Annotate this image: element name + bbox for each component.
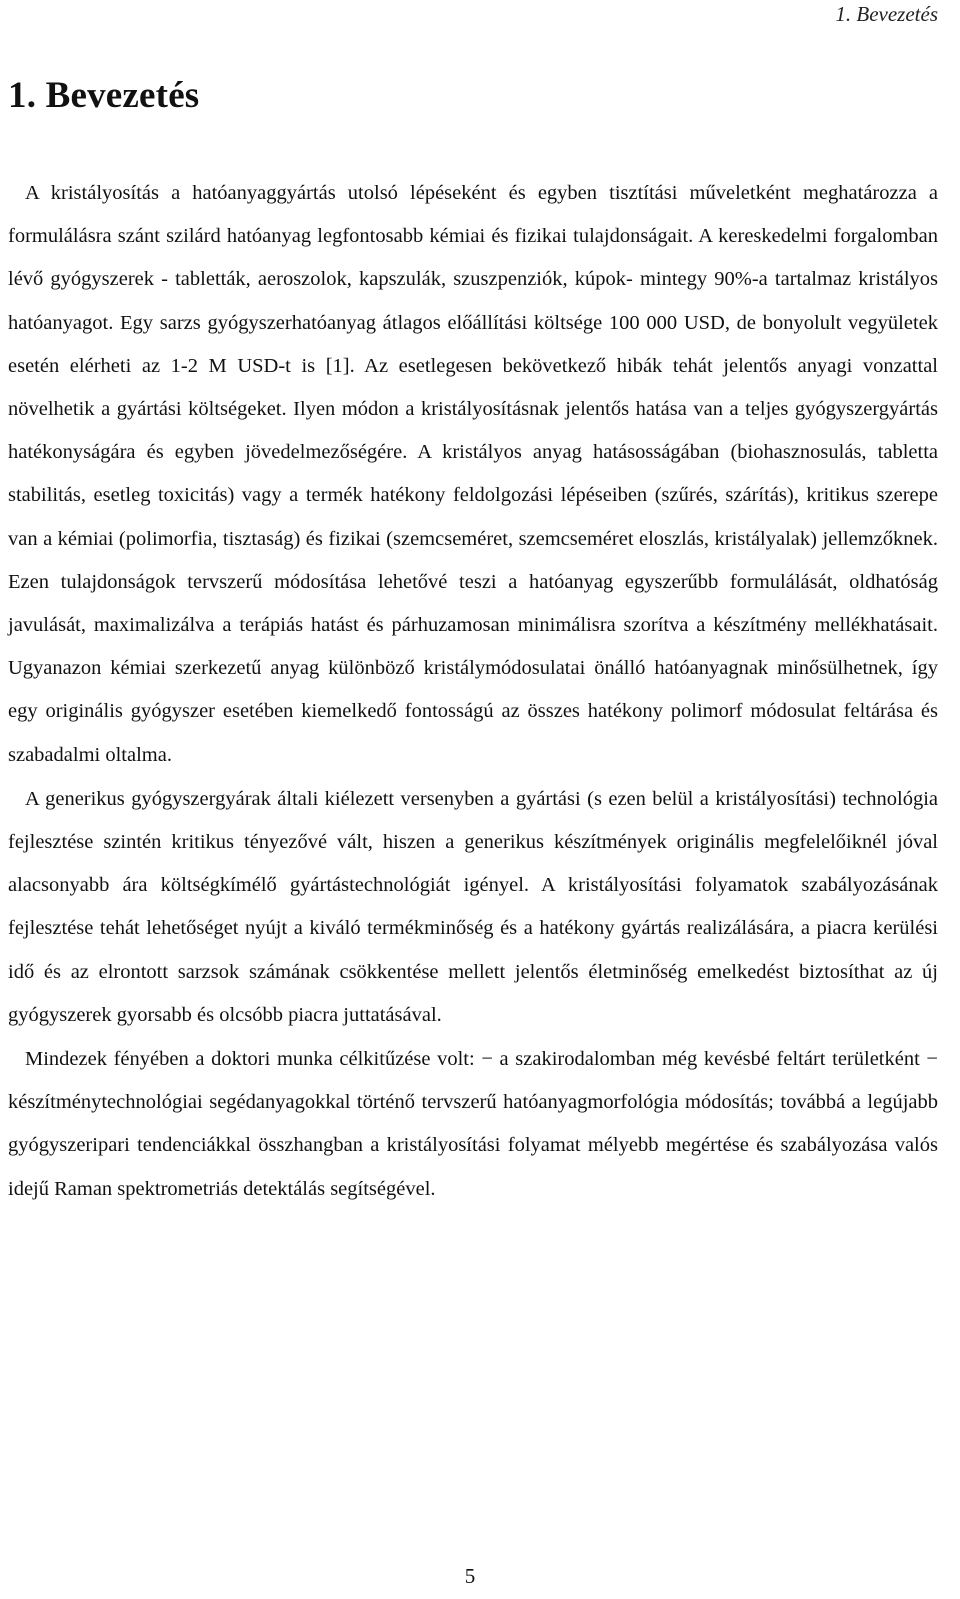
page-number: 5: [464, 1564, 476, 1588]
paragraph-2: A generikus gyógyszergyárak általi kiélezett versenyben a gyártási (s ezen belül a kristályosítási) technológia fejlesztése szintén kritikus tényezővé vált, hiszen a generikus készítmények originális megfelelőiknél jóval alacsonyabb ára költségkímélő gyártástechnológiát igényel. A kristályosítási folyamatok szabályozásának fejlesztése tehát lehetőséget nyújt a kiváló termékminőség és a hatékony gyártás realizálására, a piacra kerülési idő és az elrontott sarzsok számának csökkentése mellett jelentős életminőség emelkedést biztosíthat az új gyógyszerek gyorsabb és olcsóbb piacra juttatásával.: [8, 787, 938, 1026]
paragraph-1: A kristályosítás a hatóanyaggyártás utolsó lépéseként és egyben tisztítási műveletként meghatározza a formulálásra szánt szilárd hatóanyag legfontosabb kémiai és fizikai tulajdonságait. A kereskedelmi forgalomban lévő gyógyszerek - tabletták, aeroszolok, kapszulák, szuszpenziók, kúpok- mintegy 90%-a tartalmaz kristályos hatóanyagot. Egy sarzs gyógyszerhatóanyag átlagos előállítási költsége 100 000 USD, de bonyolult vegyületek esetén elérheti az 1-2 M USD-t is [1]. Az esetlegesen bekövetkező hibák tehát jelentős anyagi vonzattal növelhetik a gyártási költségeket. Ilyen módon a kristályosításnak jelentős hatása van a teljes gyógyszergyártás hatékonyságára és egyben jövedelmezőségére. A kristályos anyag hatásosságában (biohasznosulás, tabletta stabilitás, esetleg toxicitás) vagy a termék hatékony feldolgozási lépéseiben (szűrés, szárítás), kritikus szerepe van a kémiai (polimorfia, tisztaság) és fizikai (szemcseméret, szemcseméret eloszlás, kristályalak) jellemzőknek. Ezen tulajdonságok tervszerű módosítása lehetővé teszi a hatóanyag egyszerűbb formulálását, oldhatóság javulását, maximalizálva a terápiás hatást és párhuzamosan minimálisra szorítva a készítmény mellékhatásait. Ugyanazon kémiai szerkezetű anyag különböző kristálymódosulatai önálló hatóanyagnak minősülhetnek, így egy originális gyógyszer esetében kiemelkedő fontosságú az összes hatékony polimorf módosulat feltárása és szabadalmi oltalma.: [8, 182, 938, 766]
body-text: [8, 172, 938, 1211]
running-header: 1. Bevezetés: [835, 2, 938, 26]
paragraph-3: Mindezek fényében a doktori munka célkitűzése volt: − a szakirodalomban még kevésbé feltárt területként − készítménytechnológiai segédanyagokkal történő tervszerű hatóanyagmorfológia módosítás; továbbá a legújabb gyógyszeripari tendenciákkal összhangban a kristályosítási folyamat mélyebb megértése és szabályozása valós idejű Raman spektrometriás detektálás segítségével.: [8, 1048, 938, 1200]
chapter-title: 1. Bevezetés: [8, 75, 200, 116]
